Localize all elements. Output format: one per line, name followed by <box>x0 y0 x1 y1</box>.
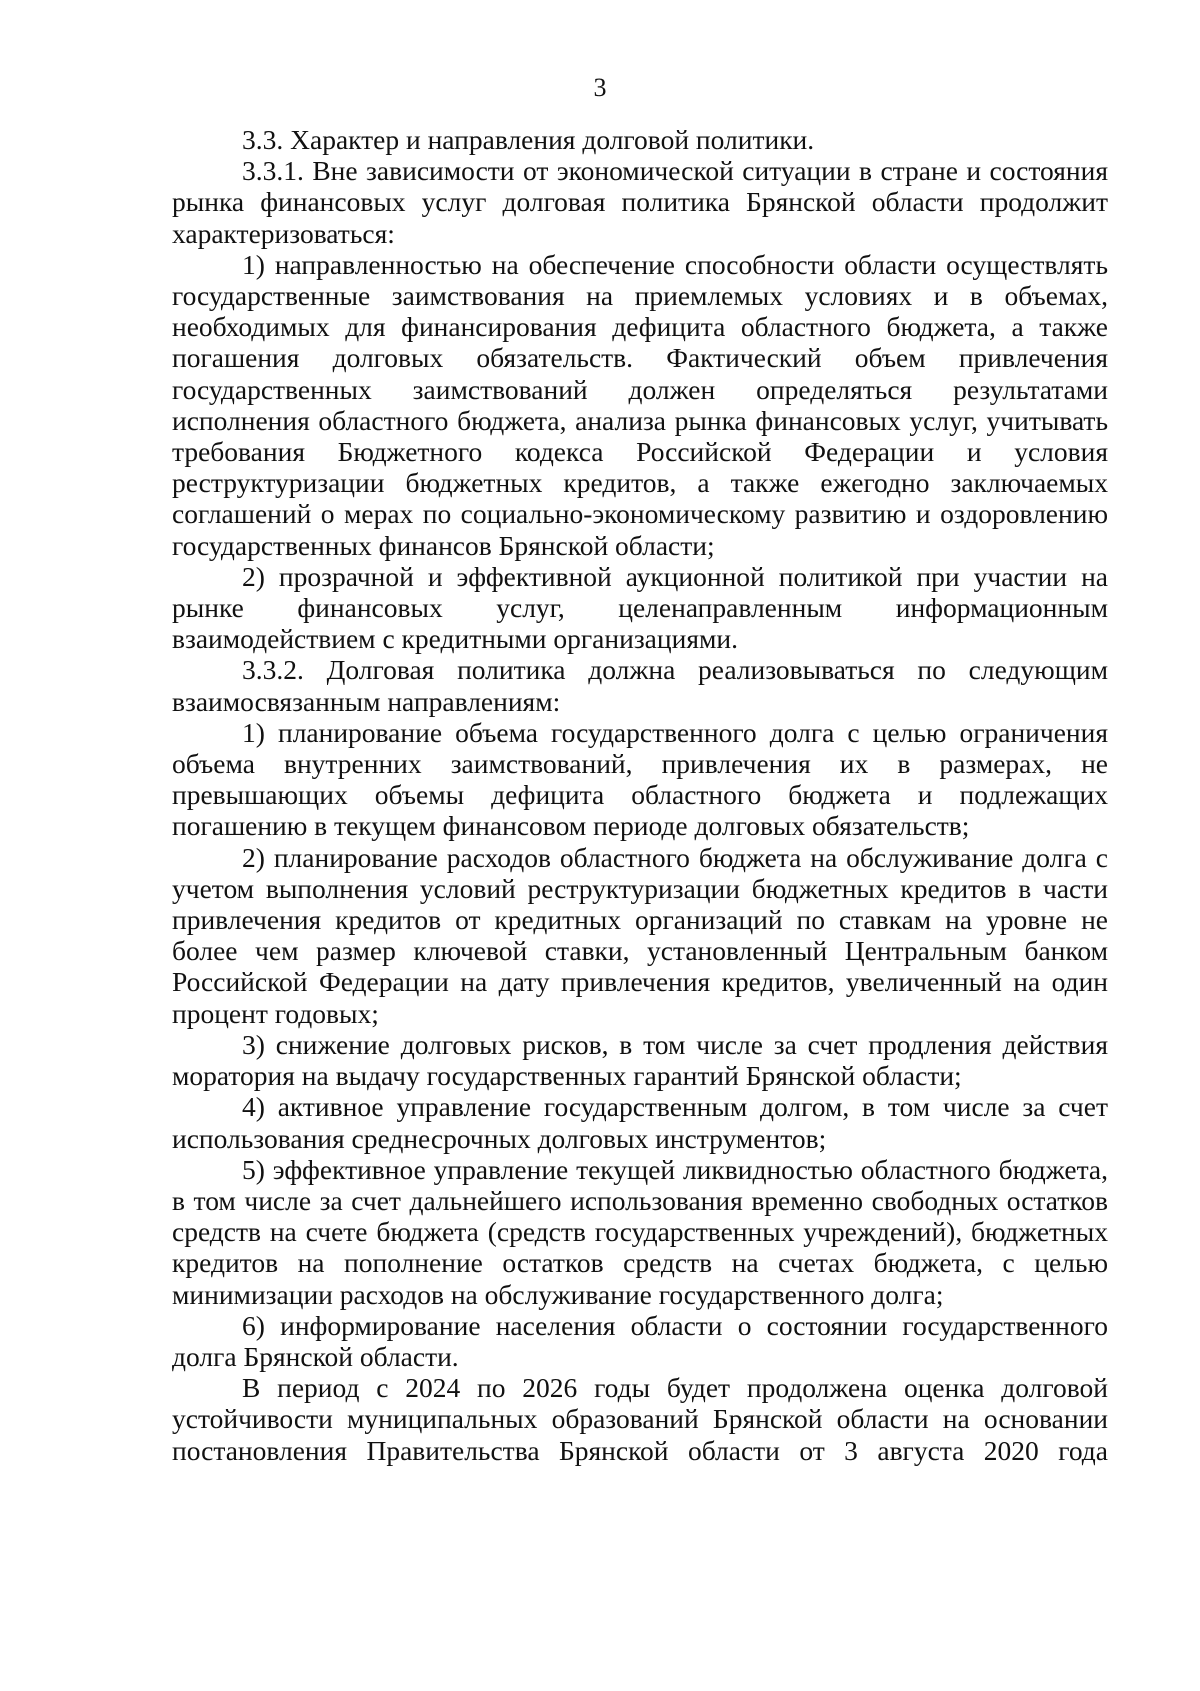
list-item-3-3-2-4: 4) активное управление государственным долгом, в том числе за счет использования среднесрочных долговых инструментов; <box>172 1091 1108 1154</box>
closing-paragraph: В период с 2024 по 2026 годы будет продолжена оценка долговой устойчивости муниципальных образований Брянской области на основании постановления Правительства Брянской области от 3 августа 2020 года <box>172 1372 1108 1466</box>
list-item-3-3-2-3: 3) снижение долговых рисков, в том числе за счет продления действия моратория на выдачу государственных гарантий Брянской области; <box>172 1028 1108 1092</box>
list-item-3-3-2-1: 1) планирование объема государственного долга с целью ограничения объема внутренних заимствований, привлечения их в размерах, не превышающих объемы дефицита областного бюджета и подлежащих погашению в текущем финансовом периоде долговых обязательств; <box>172 716 1108 842</box>
list-item-3-3-1-2: 2) прозрачной и эффективной аукционной политикой при участии на рынке финансовых услуг, целенаправленным информационным взаимодействием с кредитными организациями. <box>172 560 1108 655</box>
paragraph-3-3-1: 3.3.1. Вне зависимости от экономической ситуации в стране и состояния рынка финансовых услуг долговая политика Брянской области продолжит характеризоваться: <box>172 155 1108 249</box>
list-item-3-3-1-1: 1) направленностью на обеспечение способности области осуществлять государственные заимствования на приемлемых условиях и в объемах, необходимых для финансирования дефицита областного бюджета, а также погашения долговых обязательств. Фактический объем привлечения государственных заимствований должен определяться результатами исполнения областного бюджета, анализа рынка финансовых услуг, учитывать требования Бюджетного кодекса Российской Федерации и условия реструктуризации бюджетных кредитов, а также ежегодно заключаемых соглашений о мерах по социально-экономическому развитию и оздоровлению государственных финансов Брянской области; <box>172 248 1108 561</box>
page-number: 3 <box>593 73 607 102</box>
paragraph-3-3-2: 3.3.2. Долговая политика должна реализовываться по следующим взаимосвязанным направлениям: <box>172 654 1108 717</box>
document-body <box>172 124 1108 1466</box>
list-item-3-3-2-5: 5) эффективное управление текущей ликвидностью областного бюджета, в том числе за счет дальнейшего использования временно свободных остатков средств на счете бюджета (средств государственных учреждений), бюджетных кредитов на пополнение остатков средств на счетах бюджета, с целью минимизации расходов на обслуживание государственного долга; <box>172 1153 1108 1310</box>
list-item-3-3-2-2: 2) планирование расходов областного бюджета на обслуживание долга с учетом выполнения условий реструктуризации бюджетных кредитов в части привлечения кредитов от кредитных организаций по ставкам на уровне не более чем размер ключевой ставки, установленный Центральным банком Российской Федерации на дату привлечения кредитов, увеличенный на один процент годовых; <box>172 841 1108 1029</box>
section-heading-3-3: 3.3. Характер и направления долговой политики. <box>242 124 815 155</box>
list-item-3-3-2-6: 6) информирование населения области о состоянии государственного долга Брянской области. <box>172 1309 1108 1372</box>
